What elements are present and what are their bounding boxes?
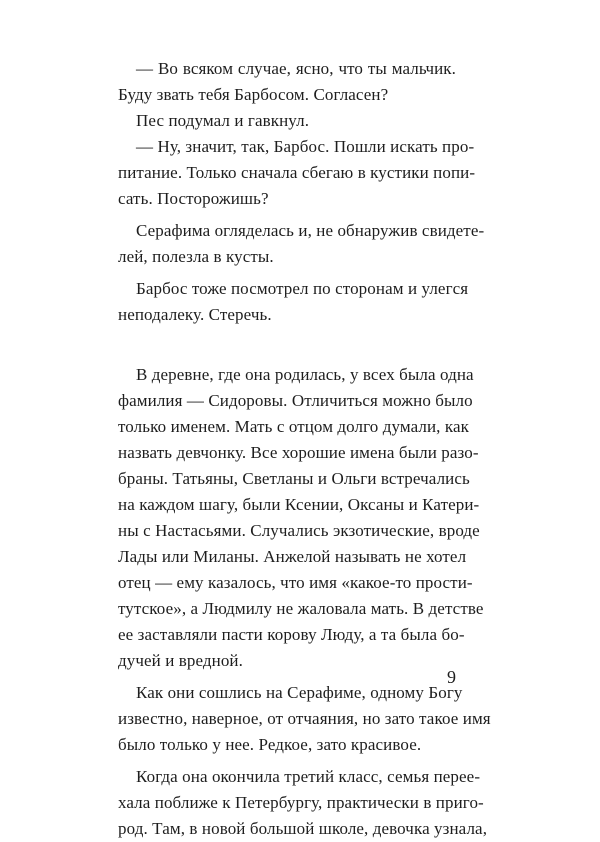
paragraph xyxy=(118,680,491,758)
text-line: неподалеку. Стеречь. xyxy=(118,305,272,324)
section-break xyxy=(118,328,456,362)
text-line: было только у нее. Редкое, зато красивое. xyxy=(118,735,422,754)
text-line: назвать девчонку. Все хорошие имена были разо- xyxy=(118,443,479,462)
text-line: на каждом шагу, были Ксении, Оксаны и Катери- xyxy=(118,495,480,514)
text-line: лей, полезла в кусты. xyxy=(118,247,274,266)
text-line: тутское», а Людмилу не жаловала мать. В детстве xyxy=(118,599,484,618)
text-line: питание. Только сначала сбегаю в кустики попи- xyxy=(118,163,476,182)
text-line: род. Там, в новой большой школе, девочка узнала, xyxy=(118,819,488,838)
text-line: Барбос тоже посмотрел по сторонам и улегся xyxy=(136,279,469,298)
text-line: известно, наверное, от отчаяния, но зато такое имя xyxy=(118,709,491,728)
text-line: сать. Посторожишь? xyxy=(118,189,269,208)
text-line: ее заставляли пасти корову Люду, а та была бо- xyxy=(118,625,465,644)
text-line: только именем. Мать с отцом долго думали, как xyxy=(118,417,469,436)
paragraph xyxy=(118,134,476,212)
text-line: Лады или Миланы. Анжелой называть не хотел xyxy=(118,547,467,566)
page-number: 9 xyxy=(447,667,456,687)
text-line: Буду звать тебя Барбосом. Согласен? xyxy=(118,85,389,104)
paragraph xyxy=(118,218,485,270)
text-line: — Ну, значит, так, Барбос. Пошли искать про- xyxy=(136,137,475,156)
text-line: ны с Настасьями. Случались экзотические, вроде xyxy=(118,521,480,540)
text-line: хала поближе к Петербургу, практически в приго- xyxy=(118,793,484,812)
text-line: В деревне, где она родилась, у всех была одна xyxy=(136,365,474,384)
paragraph xyxy=(118,108,456,134)
text-line: браны. Татьяны, Светланы и Ольги встречались xyxy=(118,469,470,488)
text-line: — Во всяком случае, ясно, что ты мальчик. xyxy=(136,59,456,78)
paragraph xyxy=(118,276,469,328)
text-line: Серафима огляделась и, не обнаружив свидете- xyxy=(136,221,485,240)
text-line: Пес подумал и гавкнул. xyxy=(136,111,310,130)
text-line: дучей и вредной. xyxy=(118,651,243,670)
text-line: фамилия — Сидоровы. Отличиться можно было xyxy=(118,391,473,410)
paragraph xyxy=(118,764,488,842)
paragraph xyxy=(118,362,484,674)
text-line: Когда она окончила третий класс, семья переe- xyxy=(136,767,481,786)
text-line: отец — ему казалось, что имя «какое-то прости- xyxy=(118,573,473,592)
paragraph xyxy=(118,56,456,108)
text-line: Как они сошлись на Серафиме, одному Богу xyxy=(136,683,463,702)
page-body xyxy=(118,56,491,842)
